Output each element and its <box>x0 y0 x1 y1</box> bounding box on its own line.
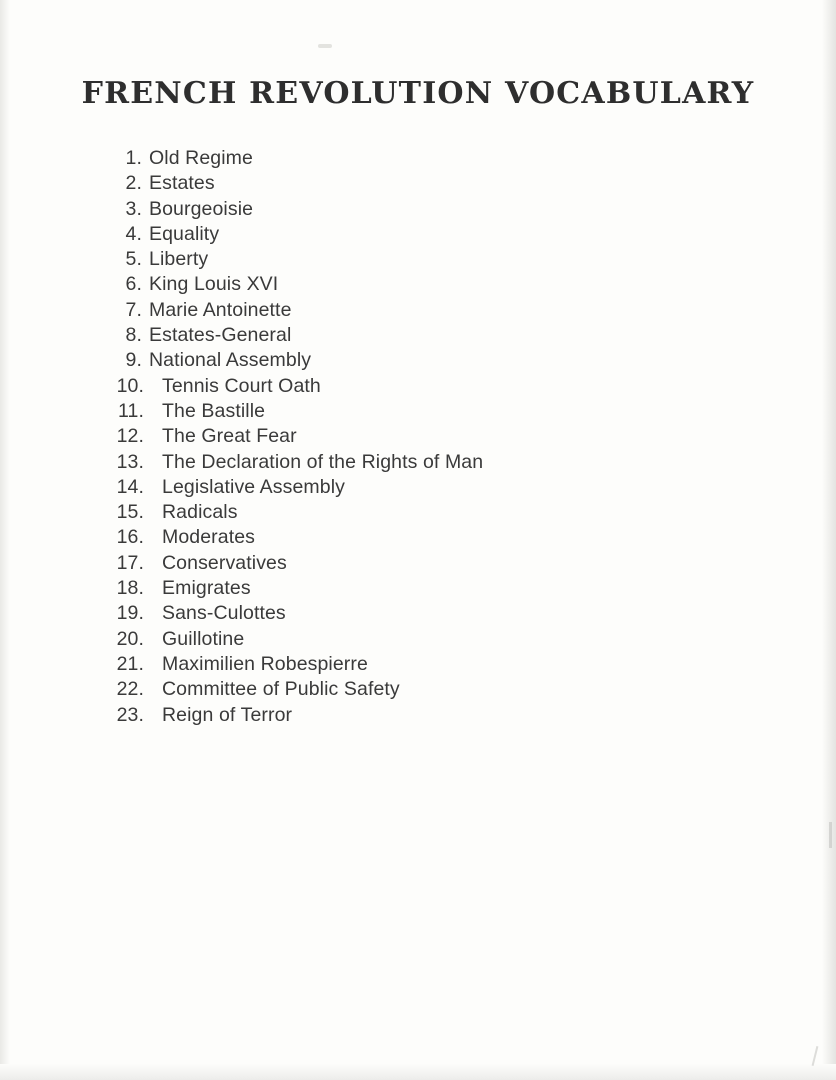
list-item-number: 18. <box>116 577 144 600</box>
list-item-term: Legislative Assembly <box>162 475 346 498</box>
list-item-number: 22. <box>116 678 144 701</box>
list-item-number: 6. <box>125 273 142 296</box>
page-title: FRENCH REVOLUTION VOCABULARY <box>81 76 755 111</box>
list-item-number: 3. <box>125 197 142 220</box>
list-item-term: Marie Antoinette <box>149 298 292 321</box>
list-item <box>96 475 736 500</box>
list-item-term: National Assembly <box>149 349 312 372</box>
list-item <box>96 601 736 626</box>
list-item-term: Committee of Public Safety <box>162 678 400 701</box>
list-item-number: 5. <box>125 248 142 271</box>
list-item-term: The Bastille <box>162 399 266 422</box>
list-item-term: Equality <box>149 222 220 245</box>
list-item-number: 8. <box>125 324 142 347</box>
list-item <box>96 525 736 550</box>
list-item-number: 10. <box>116 374 144 397</box>
list-item <box>96 348 736 373</box>
list-item-term: The Declaration of the Rights of Man <box>162 450 484 473</box>
list-item-term: Moderates <box>162 526 256 549</box>
list-item-number: 2. <box>125 172 142 195</box>
list-item-number: 16. <box>116 526 144 549</box>
list-item <box>96 677 736 702</box>
list-item <box>96 450 736 475</box>
list-item <box>96 374 736 399</box>
list-item-term: The Great Fear <box>162 425 297 448</box>
scan-edge-bottom <box>0 1064 836 1080</box>
list-item-number: 23. <box>116 703 144 726</box>
list-item-number: 13. <box>116 450 144 473</box>
list-item-number: 19. <box>116 602 144 625</box>
list-item-number: 4. <box>125 222 142 245</box>
list-item-number: 12. <box>116 425 144 448</box>
scan-artifact-right <box>829 822 832 848</box>
scan-artifact-top <box>318 44 332 48</box>
list-item-term: King Louis XVI <box>149 273 279 296</box>
list-item-term: Sans-Culottes <box>162 602 286 625</box>
list-item <box>96 399 736 424</box>
list-item-term: Radicals <box>162 501 238 524</box>
list-item-number: 7. <box>125 298 142 321</box>
list-item-term: Guillotine <box>162 627 245 650</box>
list-item <box>96 627 736 652</box>
list-item-term: Conservatives <box>162 551 287 574</box>
list-item <box>96 171 736 196</box>
list-item <box>96 247 736 272</box>
list-item-number: 1. <box>125 147 142 169</box>
list-item-term: Reign of Terror <box>162 703 293 726</box>
list-item-number: 21. <box>116 652 144 675</box>
list-item-number: 11. <box>118 399 144 422</box>
list-item-number: 9. <box>125 349 142 372</box>
list-item <box>96 703 736 728</box>
list-item <box>96 146 736 171</box>
list-item-term: Estates <box>149 172 215 195</box>
scan-artifact-corner <box>812 1046 819 1066</box>
scan-edge-left <box>0 0 10 1080</box>
list-item-term: Bourgeoisie <box>149 197 254 220</box>
list-item-number: 17. <box>116 551 144 574</box>
scan-edge-right <box>822 0 836 1080</box>
list-item-term: Maximilien Robespierre <box>162 652 368 675</box>
list-item-term: Emigrates <box>162 577 251 600</box>
list-item <box>96 551 736 576</box>
list-item <box>96 222 736 247</box>
list-item <box>96 298 736 323</box>
list-item-term: Tennis Court Oath <box>162 374 321 397</box>
list-item-number: 14. <box>116 475 144 498</box>
list-item-number: 20. <box>116 627 144 650</box>
list-item-term: Old Regime <box>149 147 253 169</box>
list-item <box>96 197 736 222</box>
list-item-number: 15. <box>116 501 144 524</box>
list-item <box>96 652 736 677</box>
list-item <box>96 500 736 525</box>
list-item <box>96 576 736 601</box>
list-item <box>96 424 736 449</box>
list-item-term: Liberty <box>149 248 209 271</box>
list-item <box>96 272 736 297</box>
vocabulary-list <box>96 146 736 728</box>
list-item-term: Estates-General <box>149 324 292 347</box>
list-item <box>96 323 736 348</box>
